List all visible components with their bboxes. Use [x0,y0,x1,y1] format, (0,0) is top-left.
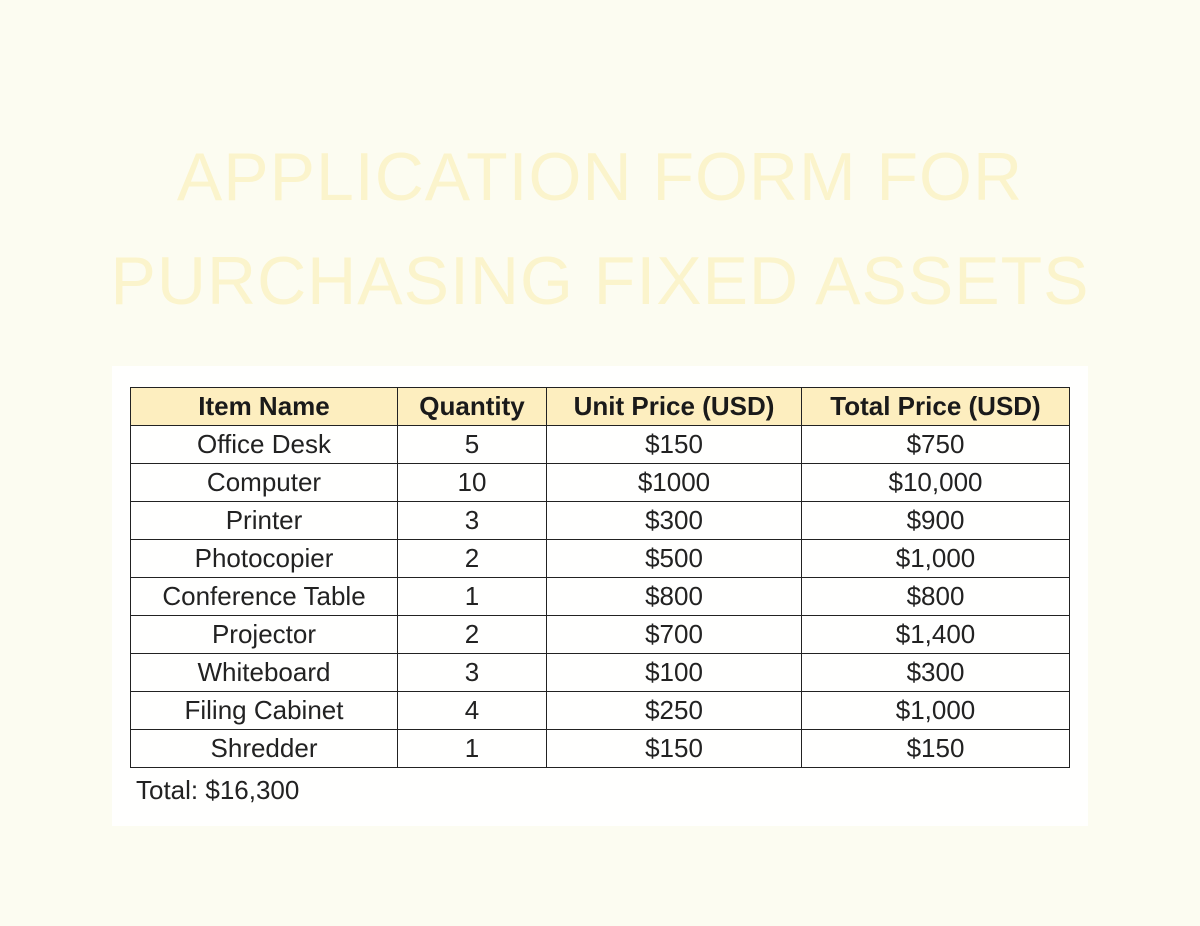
table-row [131,426,1070,464]
table-row [131,502,1070,540]
grand-total: Total: $16,300 [136,775,300,805]
cell-item-name: Filing Cabinet [131,692,398,730]
page-title [0,125,1200,333]
cell-item-name: Projector [131,616,398,654]
cell-item-name: Conference Table [131,578,398,616]
cell-unit-price: $500 [547,540,802,578]
table-header-row [131,388,1070,426]
header-unit-price: Unit Price (USD) [547,388,802,426]
cell-item-name: Shredder [131,730,398,768]
cell-quantity: 5 [398,426,547,464]
header-item-name: Item Name [131,388,398,426]
cell-unit-price: $150 [547,730,802,768]
cell-unit-price: $300 [547,502,802,540]
table-row [131,540,1070,578]
table-row [131,692,1070,730]
table-row [131,654,1070,692]
cell-quantity: 3 [398,654,547,692]
cell-quantity: 1 [398,578,547,616]
cell-item-name: Computer [131,464,398,502]
cell-quantity: 3 [398,502,547,540]
header-total-price: Total Price (USD) [802,388,1070,426]
header-quantity: Quantity [398,388,547,426]
cell-total-price: $750 [802,426,1070,464]
cell-quantity: 4 [398,692,547,730]
cell-total-price: $1,400 [802,616,1070,654]
cell-quantity: 2 [398,540,547,578]
table-row [131,578,1070,616]
cell-quantity: 10 [398,464,547,502]
cell-total-price: $300 [802,654,1070,692]
cell-unit-price: $700 [547,616,802,654]
cell-quantity: 1 [398,730,547,768]
cell-total-price: $800 [802,578,1070,616]
form-card [112,366,1088,826]
cell-total-price: $150 [802,730,1070,768]
cell-total-price: $1,000 [802,540,1070,578]
cell-item-name: Whiteboard [131,654,398,692]
table-row [131,730,1070,768]
cell-unit-price: $800 [547,578,802,616]
cell-unit-price: $1000 [547,464,802,502]
table-row [131,464,1070,502]
cell-unit-price: $150 [547,426,802,464]
cell-total-price: $1,000 [802,692,1070,730]
cell-quantity: 2 [398,616,547,654]
title-line-1: APPLICATION FORM FOR [176,139,1024,215]
table-row [131,616,1070,654]
cell-unit-price: $250 [547,692,802,730]
assets-table [130,387,1070,768]
cell-total-price: $900 [802,502,1070,540]
cell-item-name: Photocopier [131,540,398,578]
title-line-2: PURCHASING FIXED ASSETS [110,243,1090,319]
cell-total-price: $10,000 [802,464,1070,502]
cell-item-name: Office Desk [131,426,398,464]
cell-item-name: Printer [131,502,398,540]
cell-unit-price: $100 [547,654,802,692]
